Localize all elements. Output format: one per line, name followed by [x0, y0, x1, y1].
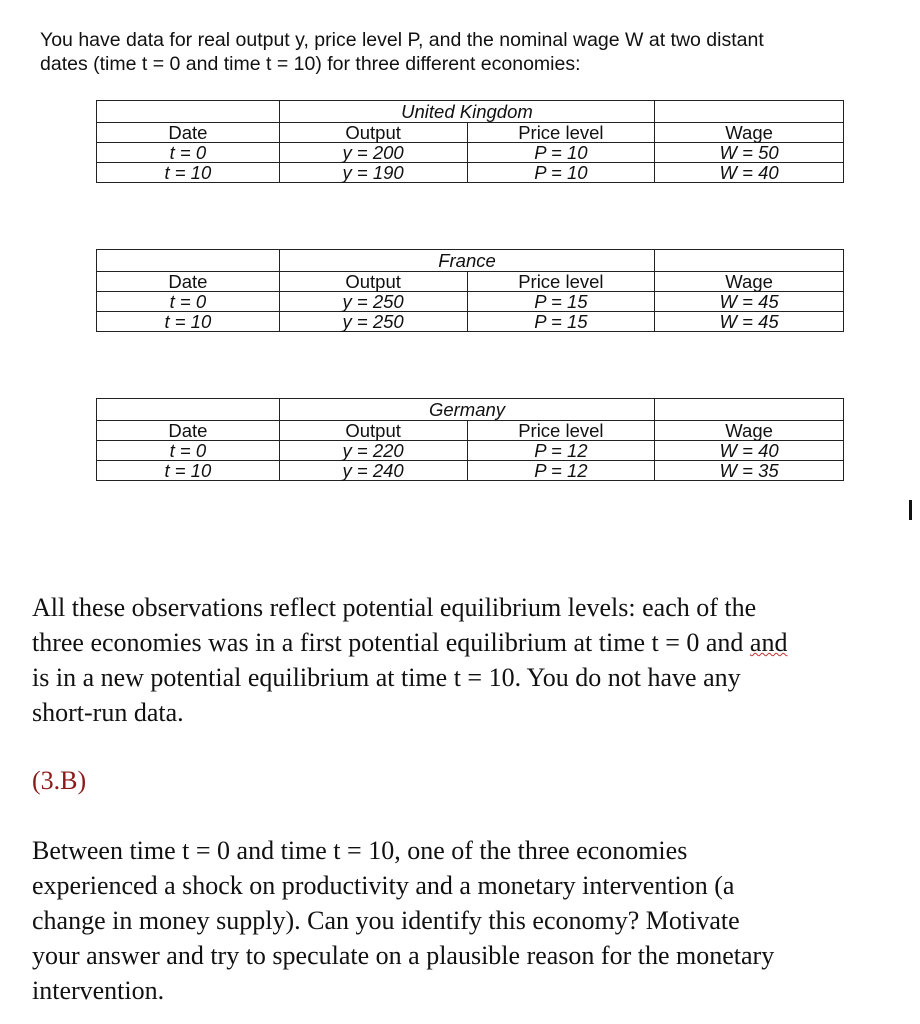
intro-line-2: dates (time t = 0 and time t = 10) for three different economies:: [40, 53, 581, 75]
wage-cell: W = 35: [655, 461, 844, 481]
output-header: Output: [279, 272, 467, 292]
output-header: Output: [279, 123, 467, 143]
wage-cell: W = 40: [655, 163, 844, 183]
table-row: [97, 461, 844, 481]
table-title: Germany: [279, 399, 655, 421]
price-cell: P = 10: [467, 143, 655, 163]
wage-header: Wage: [655, 272, 844, 292]
date-header: Date: [97, 123, 280, 143]
wage-cell: W = 50: [655, 143, 844, 163]
germany-table: [96, 398, 844, 481]
wage-header: Wage: [655, 123, 844, 143]
paragraph-line: short-run data.: [32, 698, 184, 727]
output-cell: y = 240: [279, 461, 467, 481]
price-header: Price level: [467, 123, 655, 143]
table-row: [97, 292, 844, 312]
date-cell: t = 0: [97, 143, 280, 163]
wage-cell: W = 45: [655, 292, 844, 312]
output-cell: y = 220: [279, 441, 467, 461]
price-cell: P = 15: [467, 312, 655, 332]
paragraph-line: your answer and try to speculate on a plausible reason for the monetary: [32, 941, 775, 970]
section-label: (3.B): [32, 766, 87, 795]
price-cell: P = 12: [467, 461, 655, 481]
paragraph-line: Between time t = 0 and time t = 10, one of the three economies: [32, 836, 688, 865]
date-header: Date: [97, 272, 280, 292]
price-cell: P = 12: [467, 441, 655, 461]
france-table: [96, 249, 844, 332]
price-header: Price level: [467, 421, 655, 441]
table-row: [97, 143, 844, 163]
date-cell: t = 10: [97, 312, 280, 332]
paragraph-line: experienced a shock on productivity and a monetary intervention (a: [32, 871, 735, 900]
intro-line-1: You have data for real output y, price level P, and the nominal wage W at two distant: [40, 29, 764, 51]
paragraph-line: is in a new potential equilibrium at time t = 10. You do not have any: [32, 663, 741, 692]
output-cell: y = 250: [279, 292, 467, 312]
table-title: United Kingdom: [279, 101, 655, 123]
paragraph-line: All these observations reflect potential equilibrium levels: each of the: [32, 593, 757, 622]
date-cell: t = 0: [97, 292, 280, 312]
question-paragraph: [32, 833, 912, 1008]
wage-cell: W = 40: [655, 441, 844, 461]
paragraph-line: change in money supply). Can you identify this economy? Motivate: [32, 906, 740, 935]
table-row: [97, 441, 844, 461]
date-header: Date: [97, 421, 280, 441]
table-row: [97, 163, 844, 183]
paragraph-line: intervention.: [32, 976, 165, 1005]
table-title: France: [279, 250, 655, 272]
spellcheck-flagged-word[interactable]: and: [749, 628, 788, 657]
output-cell: y = 250: [279, 312, 467, 332]
wage-cell: W = 45: [655, 312, 844, 332]
uk-table: [96, 100, 844, 183]
price-header: Price level: [467, 272, 655, 292]
table-row: [97, 312, 844, 332]
intro-text: [40, 28, 860, 76]
date-cell: t = 0: [97, 441, 280, 461]
text-cursor: [909, 500, 912, 520]
wage-header: Wage: [655, 421, 844, 441]
output-header: Output: [279, 421, 467, 441]
date-cell: t = 10: [97, 163, 280, 183]
equilibrium-paragraph: [32, 590, 912, 730]
output-cell: y = 190: [279, 163, 467, 183]
date-cell: t = 10: [97, 461, 280, 481]
paragraph-line: three economies was in a first potential equilibrium at time t = 0 and and: [32, 628, 788, 657]
output-cell: y = 200: [279, 143, 467, 163]
price-cell: P = 10: [467, 163, 655, 183]
price-cell: P = 15: [467, 292, 655, 312]
